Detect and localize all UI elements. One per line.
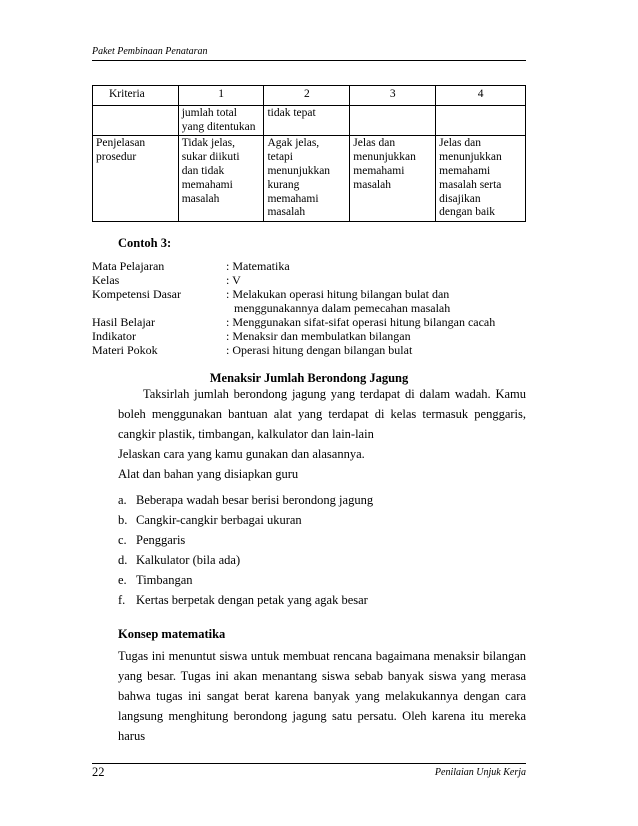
list-item	[118, 590, 526, 610]
info-label: Indikator	[92, 329, 136, 343]
table-cell	[350, 105, 436, 136]
task-instruction: Jelaskan cara yang kamu gunakan dan alasannya.	[118, 447, 365, 461]
info-value: : Menggunakan sifat-sifat operasi hitung bilangan cacah	[226, 315, 496, 329]
list-item-text: Timbangan	[136, 573, 193, 587]
task-body	[118, 384, 526, 484]
list-marker: f.	[118, 593, 126, 607]
list-marker: a.	[118, 493, 127, 507]
list-item-text: Kertas berpetak dengan petak yang agak besar	[136, 593, 368, 607]
info-label: Kompetensi Dasar	[92, 287, 181, 301]
info-label: Mata Pelajaran	[92, 259, 165, 273]
info-value: : V	[226, 273, 241, 287]
example-info	[92, 259, 526, 357]
list-item-text: Cangkir-cangkir berbagai ukuran	[136, 513, 302, 527]
info-value-continuation: menggunakannya dalam pemecahan masalah	[234, 301, 451, 315]
list-marker: d.	[118, 553, 128, 567]
table-cell: Agak jelas, tetapi menunjukkan kurang memahami masalah	[264, 136, 350, 222]
running-footer: Penilaian Unjuk Kerja	[434, 767, 526, 778]
task-materials-intro: Alat dan bahan yang disiapkan guru	[118, 467, 299, 481]
materials-list	[118, 490, 526, 610]
list-item	[118, 490, 526, 510]
concept-heading: Konsep matematika	[118, 627, 226, 641]
info-label: Kelas	[92, 273, 120, 287]
info-value: : Operasi hitung dengan bilangan bulat	[226, 343, 413, 357]
footer-rule	[92, 763, 526, 764]
column-header: 1	[178, 86, 264, 106]
info-row	[92, 287, 526, 315]
info-label: Hasil Belajar	[92, 315, 155, 329]
list-item-text: Kalkulator (bila ada)	[136, 553, 241, 567]
page-number: 22	[92, 765, 105, 779]
info-label: Materi Pokok	[92, 343, 158, 357]
table-cell: jumlah total yang ditentukan	[178, 105, 264, 136]
rubric-table	[92, 85, 526, 222]
list-marker: b.	[118, 513, 128, 527]
list-item	[118, 530, 526, 550]
info-value: : Matematika	[226, 259, 290, 273]
task-paragraph: Taksirlah jumlah berondong jagung yang terdapat di dalam wadah. Kamu boleh menggunakan bantuan alat yang terdapat di kelas termasuk penggaris, cangkir plastik, timbangan, kalkulator dan lain-lain	[118, 387, 526, 441]
info-row	[92, 343, 526, 357]
table-cell: Tidak jelas, sukar diikuti dan tidak memahami masalah	[178, 136, 264, 222]
table-header-row	[93, 86, 526, 106]
example-heading: Contoh 3:	[118, 236, 172, 250]
header-rule	[92, 60, 526, 61]
table-cell	[436, 105, 526, 136]
table-cell: Jelas dan menunjukkan memahami masalah serta disajikan dengan baik	[436, 136, 526, 222]
list-item	[118, 570, 526, 590]
list-item	[118, 510, 526, 530]
table-row	[93, 136, 526, 222]
column-header: 4	[436, 86, 526, 106]
running-header: Paket Pembinaan Penataran	[92, 46, 208, 57]
list-item	[118, 550, 526, 570]
list-item-text: Beberapa wadah besar berisi berondong jagung	[136, 493, 374, 507]
table-cell: Penjelasan prosedur	[93, 136, 179, 222]
task-title: Menaksir Jumlah Berondong Jagung	[209, 371, 409, 385]
list-item-text: Penggaris	[136, 533, 186, 547]
column-header: 2	[264, 86, 350, 106]
column-header: 3	[350, 86, 436, 106]
table-cell	[93, 105, 179, 136]
info-row	[92, 315, 526, 329]
table-row	[93, 105, 526, 136]
info-value: : Menaksir dan membulatkan bilangan	[226, 329, 411, 343]
info-row	[92, 329, 526, 343]
column-header: Kriteria	[93, 86, 179, 106]
info-value: : Melakukan operasi hitung bilangan bulat dan	[226, 287, 450, 301]
table-cell: Jelas dan menunjukkan memahami masalah	[350, 136, 436, 222]
list-marker: c.	[118, 533, 127, 547]
concept-paragraph: Tugas ini menuntut siswa untuk membuat rencana bagaimana menaksir bilangan yang besar. Tugas ini akan menantang siswa sebab banyak siswa yang merasa bahwa tugas ini sangat berat karena banyak yang melakukannya dengan cara langsung menghitung berondong jagung satu persatu. Oleh karena itu mereka harus	[118, 649, 526, 743]
info-row	[92, 259, 526, 273]
info-row	[92, 273, 526, 287]
table-cell: tidak tepat	[264, 105, 350, 136]
list-marker: e.	[118, 573, 127, 587]
